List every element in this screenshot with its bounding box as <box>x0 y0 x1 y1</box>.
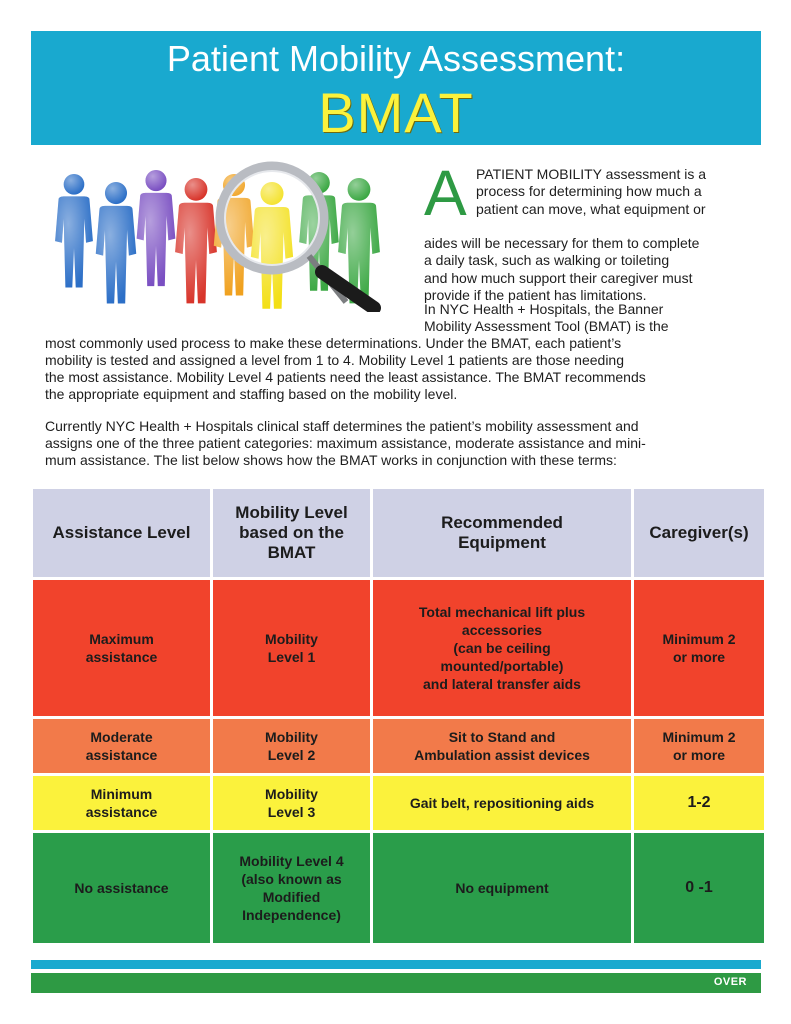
footer-bar <box>31 973 761 993</box>
table-row-minimum <box>33 776 764 830</box>
header-recommended-equipment: Recommended Equipment <box>373 489 631 577</box>
intro-lines <box>476 166 756 218</box>
header-caregivers: Caregiver(s) <box>634 489 764 577</box>
paragraph-bmat-right <box>424 301 764 335</box>
cell-assistance: No assistance <box>33 833 210 943</box>
cell-equipment: No equipment <box>373 833 631 943</box>
page-title-acronym: BMAT <box>318 81 474 144</box>
intro-line: patient can move, what equipment or <box>476 200 706 217</box>
intro-continuation <box>424 235 764 305</box>
intro-line: process for determining how much a <box>476 183 702 200</box>
over-label: OVER <box>713 976 747 988</box>
header-banner <box>31 31 761 145</box>
page-title: Patient Mobility Assessment: <box>166 38 626 79</box>
people-magnifying-glass-icon <box>44 160 424 312</box>
paragraph-line: In NYC Health + Hospitals, the Banner <box>424 301 664 317</box>
paragraph-line: mobility is tested and assigned a level from 1 to 4. Mobility Level 1 patients are those needing <box>45 352 624 368</box>
table-row-none <box>33 833 764 943</box>
cell-assistance: Moderate assistance <box>33 719 210 773</box>
cell-mobility: Mobility Level 3 <box>213 776 370 830</box>
paragraph-line: most commonly used process to make these determinations. Under the BMAT, each patient’s <box>45 335 622 351</box>
person-figure <box>96 182 136 303</box>
intro-line: aides will be necessary for them to complete <box>424 235 700 251</box>
header-mobility-level: Mobility Level based on the BMAT <box>213 489 370 577</box>
cell-caregivers: 1-2 <box>634 776 764 830</box>
bmat-table <box>30 486 767 946</box>
table-row-maximum <box>33 580 764 716</box>
cell-assistance: Minimum assistance <box>33 776 210 830</box>
paragraph-bmat-full <box>45 335 765 403</box>
intro-line: provide if the patient has limitations. <box>424 287 647 304</box>
paragraph-categories <box>45 418 765 469</box>
cell-caregivers: 0 -1 <box>634 833 764 943</box>
intro-line: a daily task, such as walking or toileting <box>424 252 670 269</box>
magnifier-lens <box>220 166 324 270</box>
paragraph-line: the most assistance. Mobility Level 4 patients need the least assistance. The BMAT recommends <box>45 369 646 385</box>
person-figure <box>137 170 176 286</box>
intro-line: PATIENT MOBILITY assessment is a <box>476 166 707 182</box>
paragraph-line: Currently NYC Health + Hospitals clinical staff determines the patient’s mobility assessment and <box>45 418 639 434</box>
header-assistance-level: Assistance Level <box>33 489 210 577</box>
drop-cap: A <box>424 157 467 229</box>
paragraph-line: assigns one of the three patient categories: maximum assistance, moderate assistance and mini- <box>45 435 646 451</box>
cell-equipment: Gait belt, repositioning aids <box>373 776 631 830</box>
intro-line: and how much support their caregiver must <box>424 269 693 286</box>
cell-equipment: Sit to Stand and Ambulation assist devices <box>373 719 631 773</box>
cell-caregivers: Minimum 2 or more <box>634 719 764 773</box>
table-row-moderate <box>33 719 764 773</box>
footer-divider-blue <box>31 960 761 969</box>
cell-equipment: Total mechanical lift plus accessories (can be ceiling mounted/portable) and lateral transfer aids <box>373 580 631 716</box>
paragraph-line: Mobility Assessment Tool (BMAT) is the <box>424 318 669 334</box>
cell-assistance: Maximum assistance <box>33 580 210 716</box>
cell-mobility: Mobility Level 1 <box>213 580 370 716</box>
cell-mobility: Mobility Level 2 <box>213 719 370 773</box>
cell-caregivers: Minimum 2 or more <box>634 580 764 716</box>
person-figure <box>175 178 217 303</box>
person-figure <box>55 174 93 288</box>
paragraph-line: the appropriate equipment and staffing based on the mobility level. <box>45 386 458 402</box>
table-header-row <box>33 489 764 577</box>
cell-mobility: Mobility Level 4 (also known as Modified Independence) <box>213 833 370 943</box>
paragraph-line: mum assistance. The list below shows how the BMAT works in conjunction with these terms: <box>45 452 617 468</box>
